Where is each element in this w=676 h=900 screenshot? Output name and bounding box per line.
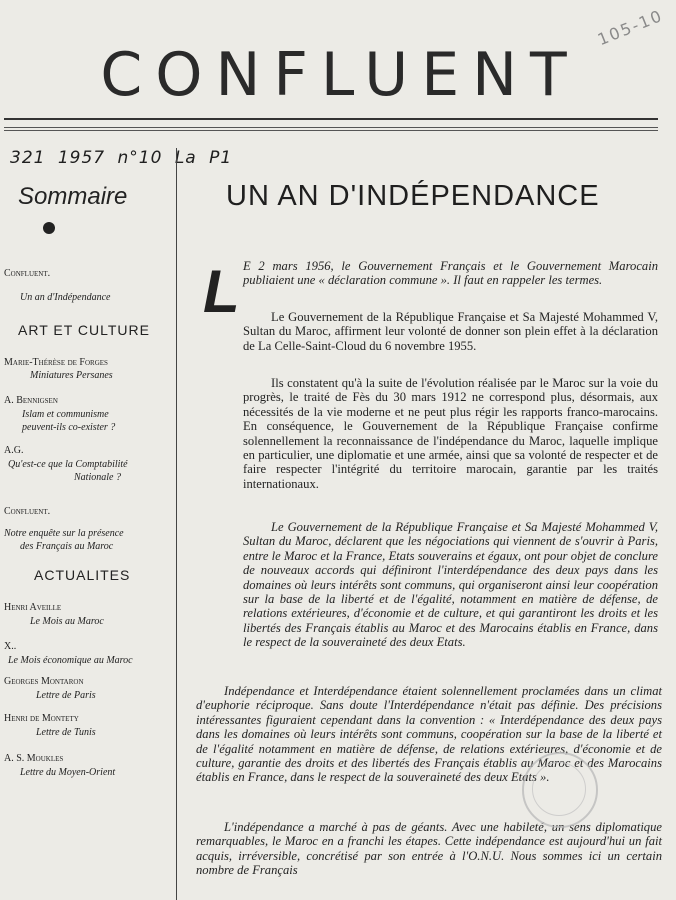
- toc-title: Le Mois économique au Maroc: [8, 655, 133, 666]
- article-paragraph: L'indépendance a marché à pas de géants. Avec une habileté, un sens diplomatique remarquables, le Maroc en a franchi les étapes. Cette indépendance est aujourd'hui un fait acquis, irréversible, concrétisé par son entrée à l'O.N.U. Nous sommes ici un certain nombre de Français: [196, 820, 662, 878]
- toc-author: Georges Montaron: [4, 676, 84, 687]
- toc-author: A. S. Moukles: [4, 753, 64, 764]
- toc-section-heading: ART ET CULTURE: [18, 322, 150, 338]
- toc-title: Un an d'Indépendance: [20, 292, 111, 303]
- toc-section-heading: ACTUALITES: [34, 567, 131, 583]
- article-paragraph: Le Gouvernement de la République Française et Sa Majesté Mohammed V, Sultan du Maroc, affirment leur volonté de donner son plein effet à la déclaration de La Celle-Saint-Cloud du 6 novembre 1955.: [243, 310, 658, 353]
- article-paragraph: Indépendance et Interdépendance étaient solennellement proclamées dans un climat d'euphorie réciproque. Sans doute l'Interdépendance n'était pas définie. Des précisions intéressantes figuraient cependant dans la convention : « Interdépendance des deux pays dans les domaines où leurs intérêts sont communs, coopération sur la base de la liberté et de l'égalité notamment en matière de défense, de relations extérieures, d'économie et de culture, garantie des droits et des libertés des Français établis au Maroc et des Marocains établis en France, dans le respect de la souveraineté des deux Etats ».: [196, 684, 662, 785]
- toc-author: Henri Aveille: [4, 602, 62, 613]
- toc-author: Confluent.: [4, 268, 51, 279]
- article-paragraph: Le Gouvernement de la République Française et Sa Majesté Mohammed V, Sultan du Maroc, déclarent que les négociations qui viennent de s'ouvrir à Paris, entre le Maroc et la France, Etats souverains et égaux, ont pour objet de conclure de nouveaux accords qui définiront l'interdépendance des deux pays dans les domaines où leurs intérêts sont communs, qui organiseront ainsi leur coopération sur la base de la liberté et de l'égalité, notamment en matière de défense, de relations extérieures, d'économie et de culture, et qui garantiront les droits et les libertés des Français établis au Maroc et des Marocains établis en France, dans le respect de la souveraineté des deux Etats.: [243, 520, 658, 650]
- toc-title: Nationale ?: [74, 472, 121, 483]
- toc-author: X..: [4, 641, 17, 652]
- masthead-rule-thick: [4, 118, 658, 120]
- toc-author: Henri de Montety: [4, 713, 79, 724]
- toc-title: Notre enquête sur la présence: [4, 528, 124, 539]
- sidebar-bullet: [43, 222, 55, 234]
- sidebar-title: Sommaire: [18, 183, 128, 210]
- toc-title: des Français au Maroc: [20, 541, 114, 552]
- toc-title: Le Mois au Maroc: [30, 616, 104, 627]
- toc-title: Lettre de Tunis: [36, 727, 96, 738]
- handwritten-archive-note: 321 1957 n°10 La P1: [10, 148, 233, 168]
- toc-title: Lettre du Moyen-Orient: [20, 767, 116, 778]
- toc-title: Miniatures Persanes: [30, 370, 113, 381]
- toc-author: Confluent.: [4, 506, 51, 517]
- toc-title: Lettre de Paris: [36, 690, 96, 701]
- library-stamp: [522, 752, 598, 828]
- library-stamp-inner: [532, 762, 586, 816]
- article-paragraph: Ils constatent qu'à la suite de l'évolution réalisée par le Maroc sur la voie du progrès, le traité de Fès du 30 mars 1912 ne correspond plus, désormais, aux nécessités de la vie moderne et ne peut plus régir les rapports franco-marocains. En conséquence, le Gouvernement de la République Française confirme solennellement la reconnaissance de l'indépendance du Maroc, laquelle implique en particulier, une diplomatie et une armée, ainsi que sa volonté de respecter et de faire respecter l'intégrité du territoire marocain, garantie par les traités internationaux.: [243, 376, 658, 491]
- toc-author: Marie-Thérèse de Forges: [4, 357, 108, 368]
- column-divider: [176, 148, 177, 900]
- toc-title: Islam et communisme: [22, 409, 109, 420]
- toc-author: A. Bennigsen: [4, 395, 58, 406]
- masthead-rule-double-top: [4, 127, 658, 128]
- article-paragraph: E 2 mars 1956, le Gouvernement Français et le Gouvernement Marocain publiaient une « déclaration commune ». Il faut en rappeler les termes.: [243, 259, 658, 288]
- masthead-rule-double-bottom: [4, 130, 658, 131]
- article-title: UN AN D'INDÉPENDANCE: [226, 180, 600, 212]
- article-dropcap: L: [203, 258, 240, 325]
- masthead-title: CONFLUENT: [100, 40, 580, 110]
- toc-author: A.G.: [4, 445, 24, 456]
- toc-title: Qu'est-ce que la Comptabilité: [8, 459, 128, 470]
- handwritten-corner-note: 105-10: [594, 5, 666, 50]
- toc-title: peuvent-ils co-exister ?: [22, 422, 116, 433]
